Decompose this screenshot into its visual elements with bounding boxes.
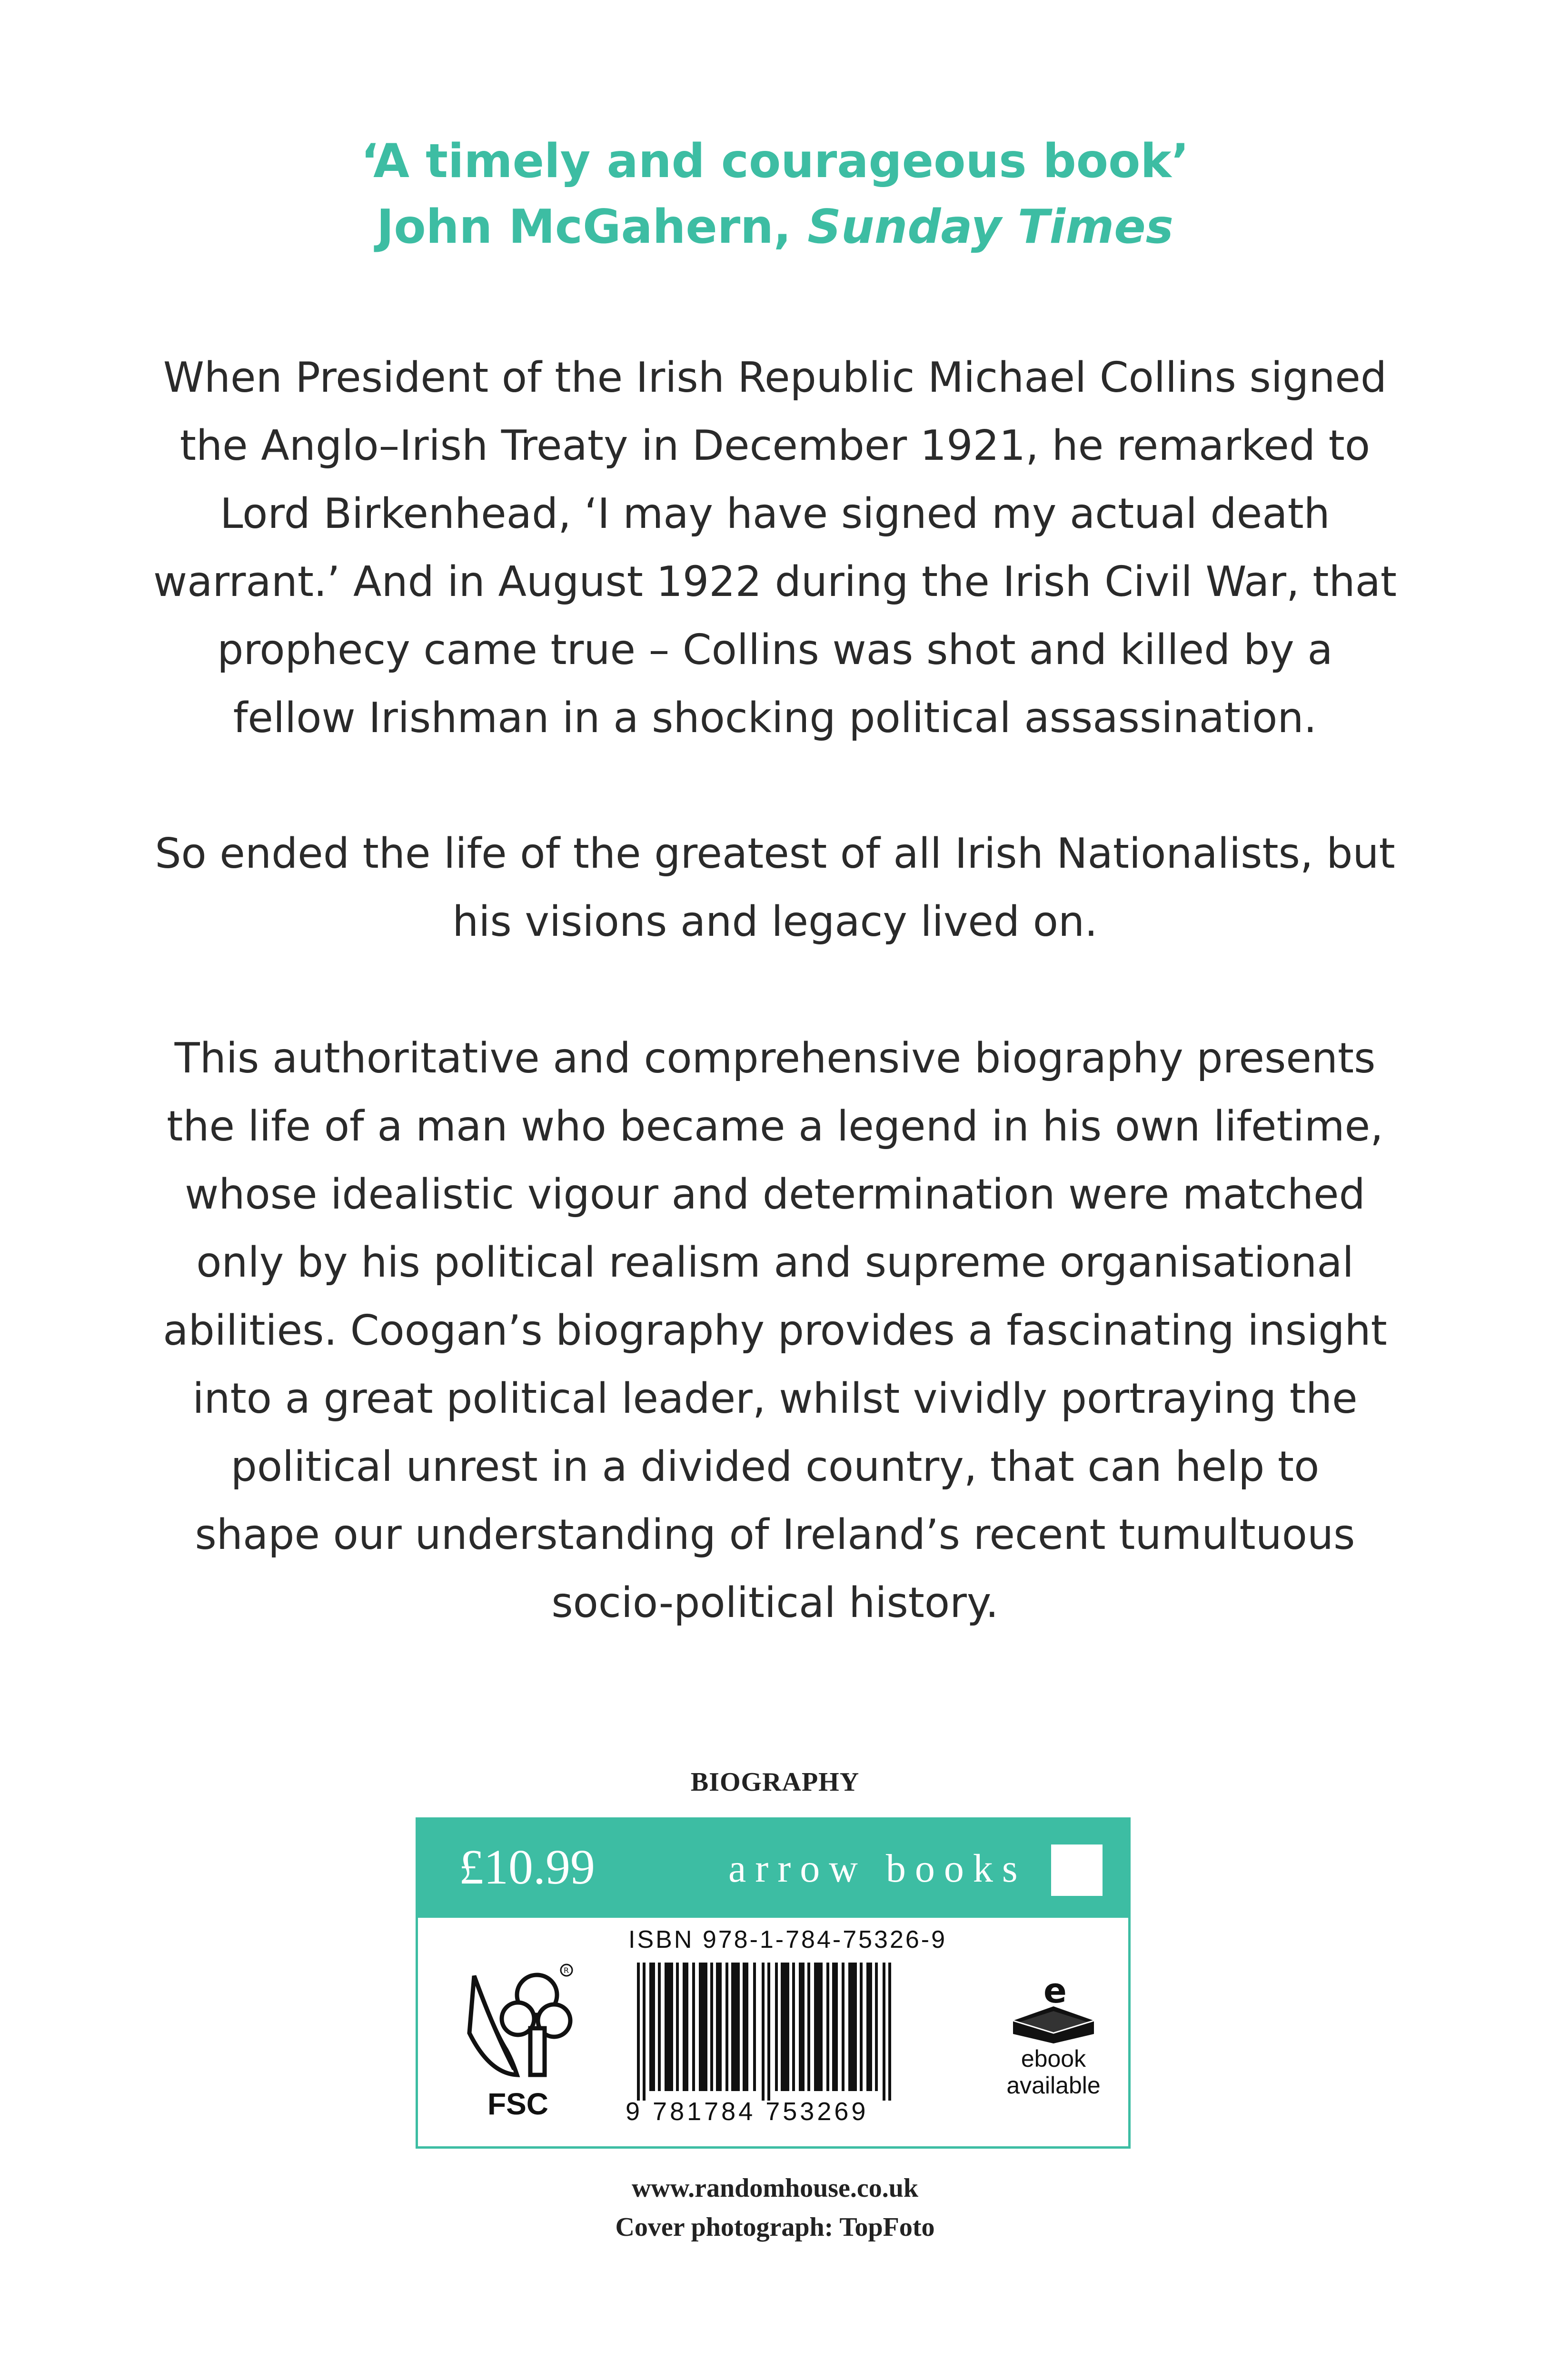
blurb-line: prophecy came true – Collins was shot and killed by a: [217, 625, 1333, 674]
blurb-line: the life of a man who became a legend in his own lifetime,: [167, 1102, 1383, 1150]
ebook-label: [984, 2045, 1123, 2099]
blurb-line: This authoritative and comprehensive biography presents: [174, 1034, 1376, 1082]
blurb-line: When President of the Irish Republic Michael Collins signed: [163, 353, 1387, 402]
photo-credit: Cover photograph: TopFoto: [615, 2212, 935, 2242]
barcode-digits: 9 781784 753269: [626, 2097, 869, 2126]
blurb-line: only by his political realism and supreme organisational: [196, 1238, 1354, 1287]
imprint-square-logo: [1051, 1844, 1103, 1896]
publisher-website: www.randomhouse.co.uk: [631, 2173, 919, 2203]
price: £10.99: [459, 1840, 595, 1894]
fsc-label: FSC: [487, 2087, 548, 2121]
quote-attribution: [0, 194, 1550, 260]
blurb-line: So ended the life of the greatest of all Irish Nationalists, but: [155, 829, 1395, 878]
blurb-line: political unrest in a divided country, that can help to: [230, 1442, 1320, 1491]
quote-author: John McGahern,: [376, 200, 808, 254]
barcode-graphic: [637, 1963, 894, 2101]
ebook-label-line-1: ebook: [1021, 2045, 1086, 2072]
blurb-line: warrant.’ And in August 1922 during the Irish Civil War, that: [153, 557, 1397, 606]
blurb-paragraph-3: [152, 1024, 1398, 1637]
blurb-line: the Anglo–Irish Treaty in December 1921, he remarked to: [179, 421, 1371, 470]
ebook-label-line-2: available: [1006, 2072, 1101, 2099]
blurb-line: fellow Irishman in a shocking political assassination.: [233, 694, 1317, 742]
ebook-book-icon: [1008, 1973, 1099, 2044]
price-band: [418, 1820, 1128, 1918]
blurb-line: whose idealistic vigour and determination were matched: [185, 1170, 1365, 1219]
imprint-name: arrow books: [728, 1846, 1027, 1891]
quote-source: Sunday Times: [807, 200, 1174, 254]
blurb-line: socio-political history.: [551, 1578, 999, 1627]
isbn-text: ISBN 978-1-784-75326-9: [628, 1926, 947, 1954]
blurb-line: abilities. Coogan’s biography provides a fascinating insight: [163, 1306, 1387, 1355]
genre-label: BIOGRAPHY: [690, 1767, 860, 1797]
blurb-line: shape our understanding of Ireland’s recent tumultuous: [195, 1510, 1355, 1559]
footer: [0, 2169, 1550, 2247]
blurb-line: into a great political leader, whilst vividly portraying the: [192, 1374, 1358, 1423]
barcode-panel: [416, 1817, 1131, 2149]
blurb-line: Lord Birkenhead, ‘I may have signed my actual death: [220, 489, 1330, 538]
blurb-paragraph-1: [152, 344, 1398, 752]
quote-text: ‘A timely and courageous book’: [361, 134, 1189, 188]
svg-text:e: e: [1043, 1973, 1067, 2011]
svg-text:R: R: [564, 1966, 569, 1975]
blurb-paragraph-2: [152, 820, 1398, 956]
review-quote: [0, 129, 1550, 260]
blurb-line: his visions and legacy lived on.: [452, 897, 1098, 946]
